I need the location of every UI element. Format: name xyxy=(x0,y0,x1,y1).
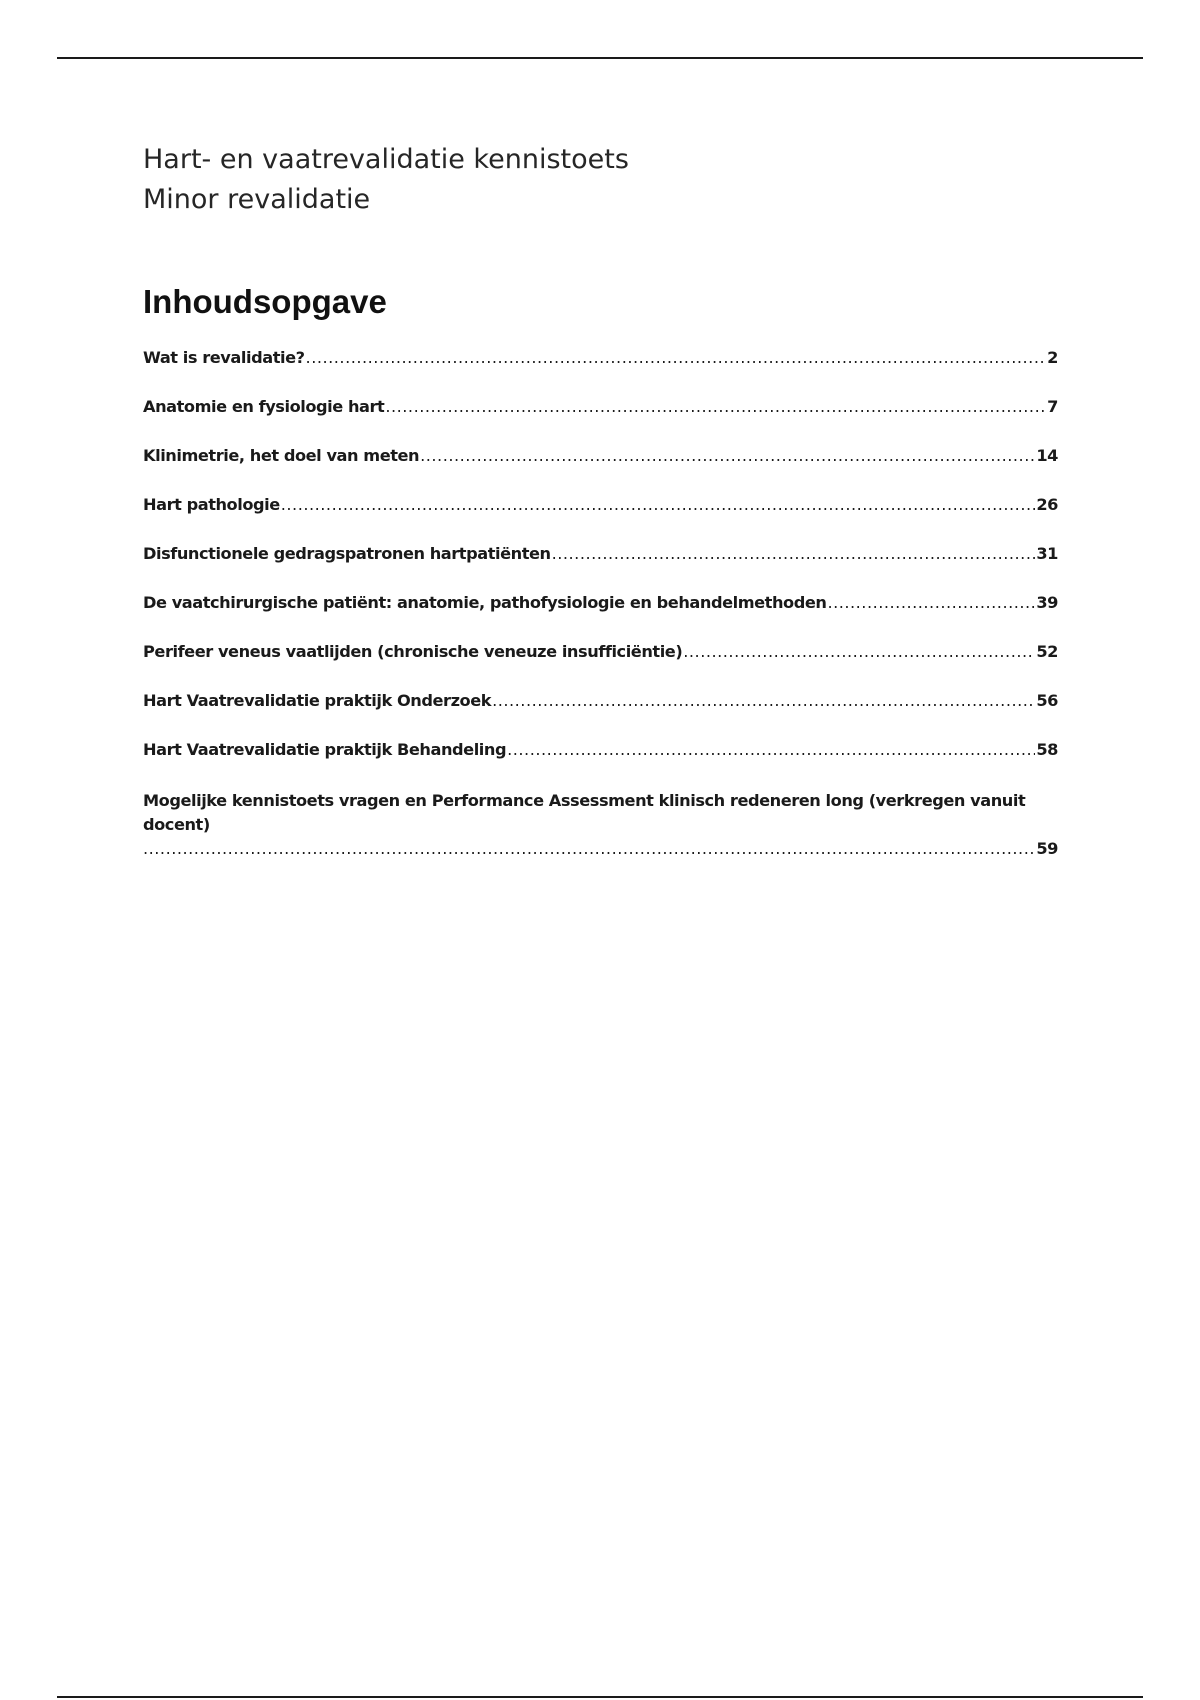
toc-entry-label[interactable]: Mogelijke kennistoets vragen en Performance Assessment klinisch redeneren long (verkregen vanuit docent) xyxy=(143,791,1026,834)
toc-entry-page[interactable]: 14 xyxy=(1036,446,1058,465)
toc-entry-page[interactable]: 26 xyxy=(1036,495,1058,514)
toc-entry-label[interactable]: Hart Vaatrevalidatie praktijk Behandeling xyxy=(143,740,507,759)
toc-entry-label[interactable]: Klinimetrie, het doel van meten xyxy=(143,446,420,465)
toc-dot-leader xyxy=(507,740,1035,759)
toc-dot-leader xyxy=(552,544,1036,563)
document-title-line-2: Minor revalidatie xyxy=(143,184,371,215)
toc-entry-leader-line xyxy=(143,837,1058,861)
table-of-contents xyxy=(143,348,1058,861)
toc-entry-label[interactable]: Disfunctionele gedragspatronen hartpatiënten xyxy=(143,544,551,563)
document-title xyxy=(143,140,1058,220)
toc-entry[interactable] xyxy=(143,446,1058,495)
toc-entry[interactable] xyxy=(143,397,1058,446)
header-rule xyxy=(57,57,1143,59)
toc-entry-label[interactable]: De vaatchirurgische patiënt: anatomie, pathofysiologie en behandelmethoden xyxy=(143,593,827,612)
toc-entry-label[interactable]: Hart Vaatrevalidatie praktijk Onderzoek xyxy=(143,691,492,710)
toc-dot-leader xyxy=(385,397,1046,416)
toc-entry[interactable] xyxy=(143,544,1058,593)
toc-entry-page[interactable]: 7 xyxy=(1047,397,1058,416)
toc-dot-leader xyxy=(827,593,1035,612)
page-content xyxy=(143,140,1058,858)
toc-dot-leader xyxy=(281,495,1036,514)
toc-heading: Inhoudsopgave xyxy=(143,283,387,320)
toc-entry[interactable] xyxy=(143,740,1058,789)
toc-entry[interactable] xyxy=(143,789,1058,861)
toc-dot-leader xyxy=(492,691,1035,710)
document-title-line-1: Hart- en vaatrevalidatie kennistoets xyxy=(143,144,629,175)
toc-dot-leader xyxy=(143,837,1035,861)
toc-dot-leader xyxy=(306,348,1047,367)
toc-entry[interactable] xyxy=(143,691,1058,740)
toc-entry-page[interactable]: 52 xyxy=(1036,642,1058,661)
toc-entry[interactable] xyxy=(143,348,1058,397)
toc-entry[interactable] xyxy=(143,642,1058,691)
toc-entry-page[interactable]: 56 xyxy=(1036,691,1058,710)
toc-entry-page[interactable]: 39 xyxy=(1036,593,1058,612)
toc-entry[interactable] xyxy=(143,593,1058,642)
footer-rule xyxy=(57,1696,1143,1698)
toc-entry-page[interactable]: 59 xyxy=(1036,839,1058,858)
toc-entry-page[interactable]: 58 xyxy=(1036,740,1058,759)
toc-dot-leader xyxy=(420,446,1035,465)
toc-entry[interactable] xyxy=(143,495,1058,544)
toc-entry-label[interactable]: Anatomie en fysiologie hart xyxy=(143,397,385,416)
toc-entry-label[interactable]: Perifeer veneus vaatlijden (chronische veneuze insufficiëntie) xyxy=(143,642,683,661)
toc-entry-page[interactable]: 2 xyxy=(1047,348,1058,367)
toc-entry-label[interactable]: Wat is revalidatie? xyxy=(143,348,305,367)
toc-dot-leader xyxy=(683,642,1035,661)
toc-entry-label[interactable]: Hart pathologie xyxy=(143,495,280,514)
toc-entry-page[interactable]: 31 xyxy=(1036,544,1058,563)
